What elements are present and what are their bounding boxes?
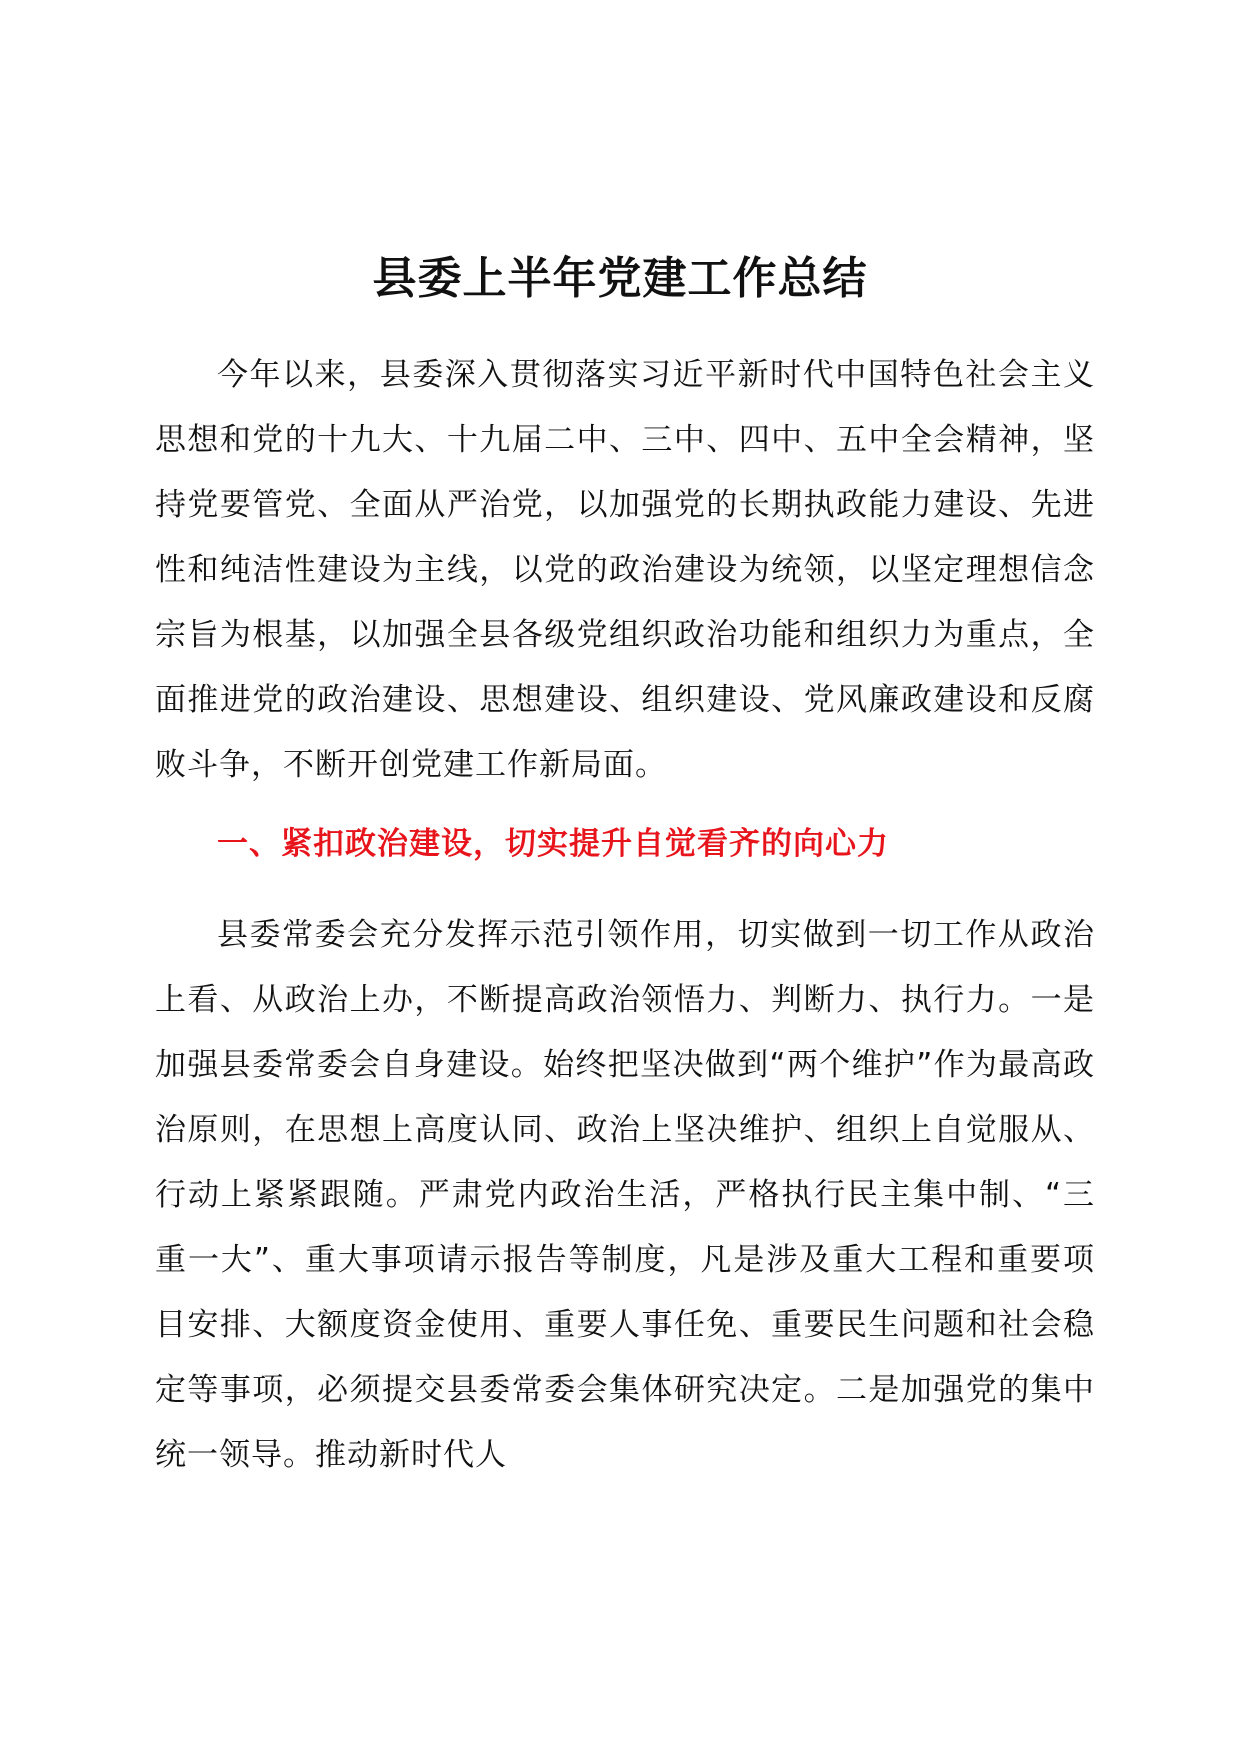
section-heading-1: 一、紧扣政治建设，切实提升自觉看齐的向心力 xyxy=(217,826,889,862)
paragraph-section-1: 县委常委会充分发挥示范引领作用，切实做到一切工作从政治上看、从政治上办，不断提高政治领悟力、判断力、执行力。一是加强县委常委会自身建设。始终把坚决做到“两个维护”作为最高政治原则，在思想上高度认同、政治上坚决维护、组织上自觉服从、行动上紧紧跟随。严肃党内政治生活，严格执行民主集中制、“三重一大”、重大事项请示报告等制度，凡是涉及重大工程和重要项目安排、大额度资金使用、重要人事任免、重要民生问题和社会稳定等事项，必须提交县委常委会集体研究决定。二是加强党的集中统一领导。推动新时代人 xyxy=(155,917,1095,1473)
paragraph-intro: 今年以来，县委深入贯彻落实习近平新时代中国特色社会主义思想和党的十九大、十九届二中、三中、四中、五中全会精神，坚持党要管党、全面从严治党，以加强党的长期执政能力建设、先进性和纯洁性建设为主线，以党的政治建设为统领，以坚定理想信念宗旨为根基，以加强全县各级党组织政治功能和组织力为重点，全面推进党的政治建设、思想建设、组织建设、党风廉政建设和反腐败斗争，不断开创党建工作新局面。 xyxy=(155,357,1095,783)
document-title: 县委上半年党建工作总结 xyxy=(372,253,868,304)
